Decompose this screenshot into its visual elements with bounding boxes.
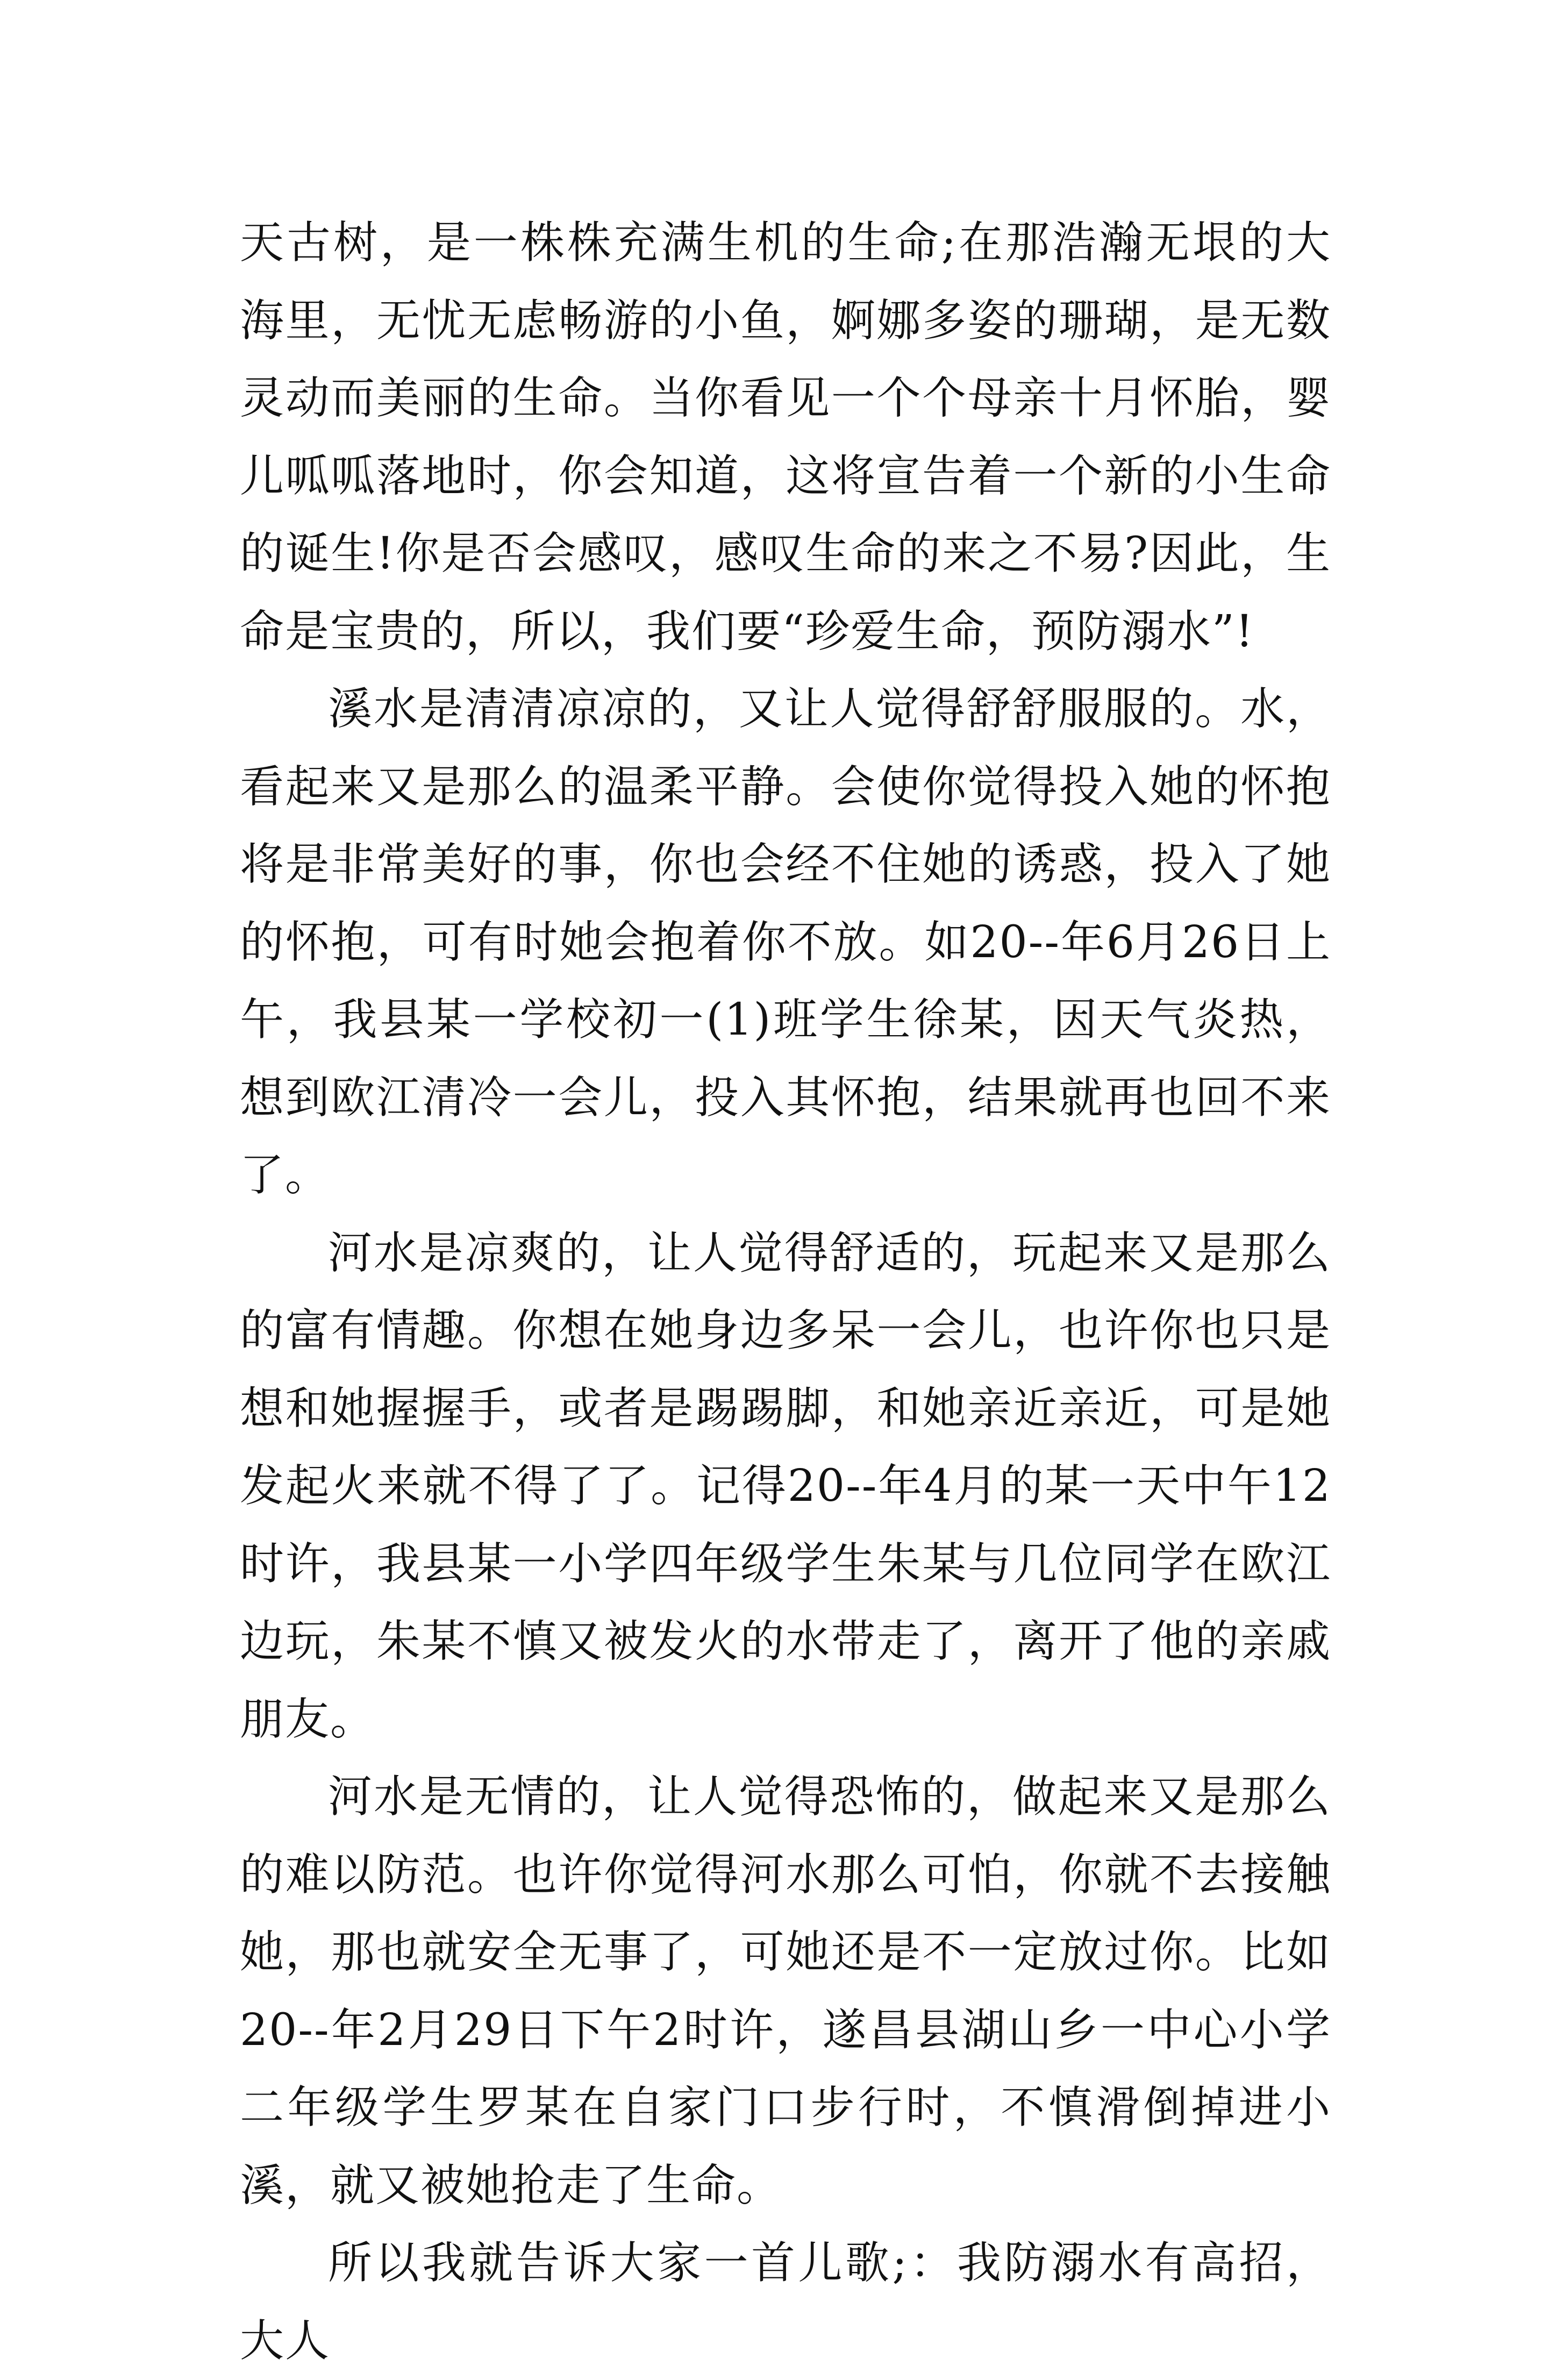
paragraph-1: 天古树，是一株株充满生机的生命;在那浩瀚无垠的大海里，无忧无虑畅游的小鱼，婀娜多姿的珊瑚，是无数灵动而美丽的生命。当你看见一个个母亲十月怀胎，婴儿呱呱落地时，你会知道，这将宣告着一个新的小生命的诞生!你是否会感叹，感叹生命的来之不易?因此，生命是宝贵的，所以，我们要“珍爱生命，预防溺水”!	[240, 217, 1331, 657]
paragraph-2: 溪水是清清凉凉的，又让人觉得舒舒服服的。水，看起来又是那么的温柔平静。会使你觉得投入她的怀抱将是非常美好的事，你也会经不住她的诱惑，投入了她的怀抱，可有时她会抱着你不放。如20--年6月26日上午，我县某一学校初一(1)班学生徐某，因天气炎热，想到欧江清冷一会儿，投入其怀抱，结果就再也回不来了。	[240, 683, 1331, 1201]
document-body	[240, 204, 1331, 2380]
paragraph-5: 所以我就告诉大家一首儿歌;：我防溺水有高招，大人	[240, 2238, 1331, 2367]
paragraph-4: 河水是无情的，让人觉得恐怖的，做起来又是那么的难以防范。也许你觉得河水那么可怕，你就不去接触她，那也就安全无事了，可她还是不一定放过你。比如20--年2月29日下午2时许，遂昌县湖山乡一中心小学二年级学生罗某在自家门口步行时，不慎滑倒掉进小溪，就又被她抢走了生命。	[240, 1771, 1331, 2211]
paragraph-3: 河水是凉爽的，让人觉得舒适的，玩起来又是那么的富有情趣。你想在她身边多呆一会儿，也许你也只是想和她握握手，或者是踢踢脚，和她亲近亲近，可是她发起火来就不得了了。记得20--年4月的某一天中午12时许，我县某一小学四年级学生朱某与几位同学在欧江边玩，朱某不慎又被发火的水带走了，离开了他的亲戚朋友。	[240, 1227, 1331, 1745]
